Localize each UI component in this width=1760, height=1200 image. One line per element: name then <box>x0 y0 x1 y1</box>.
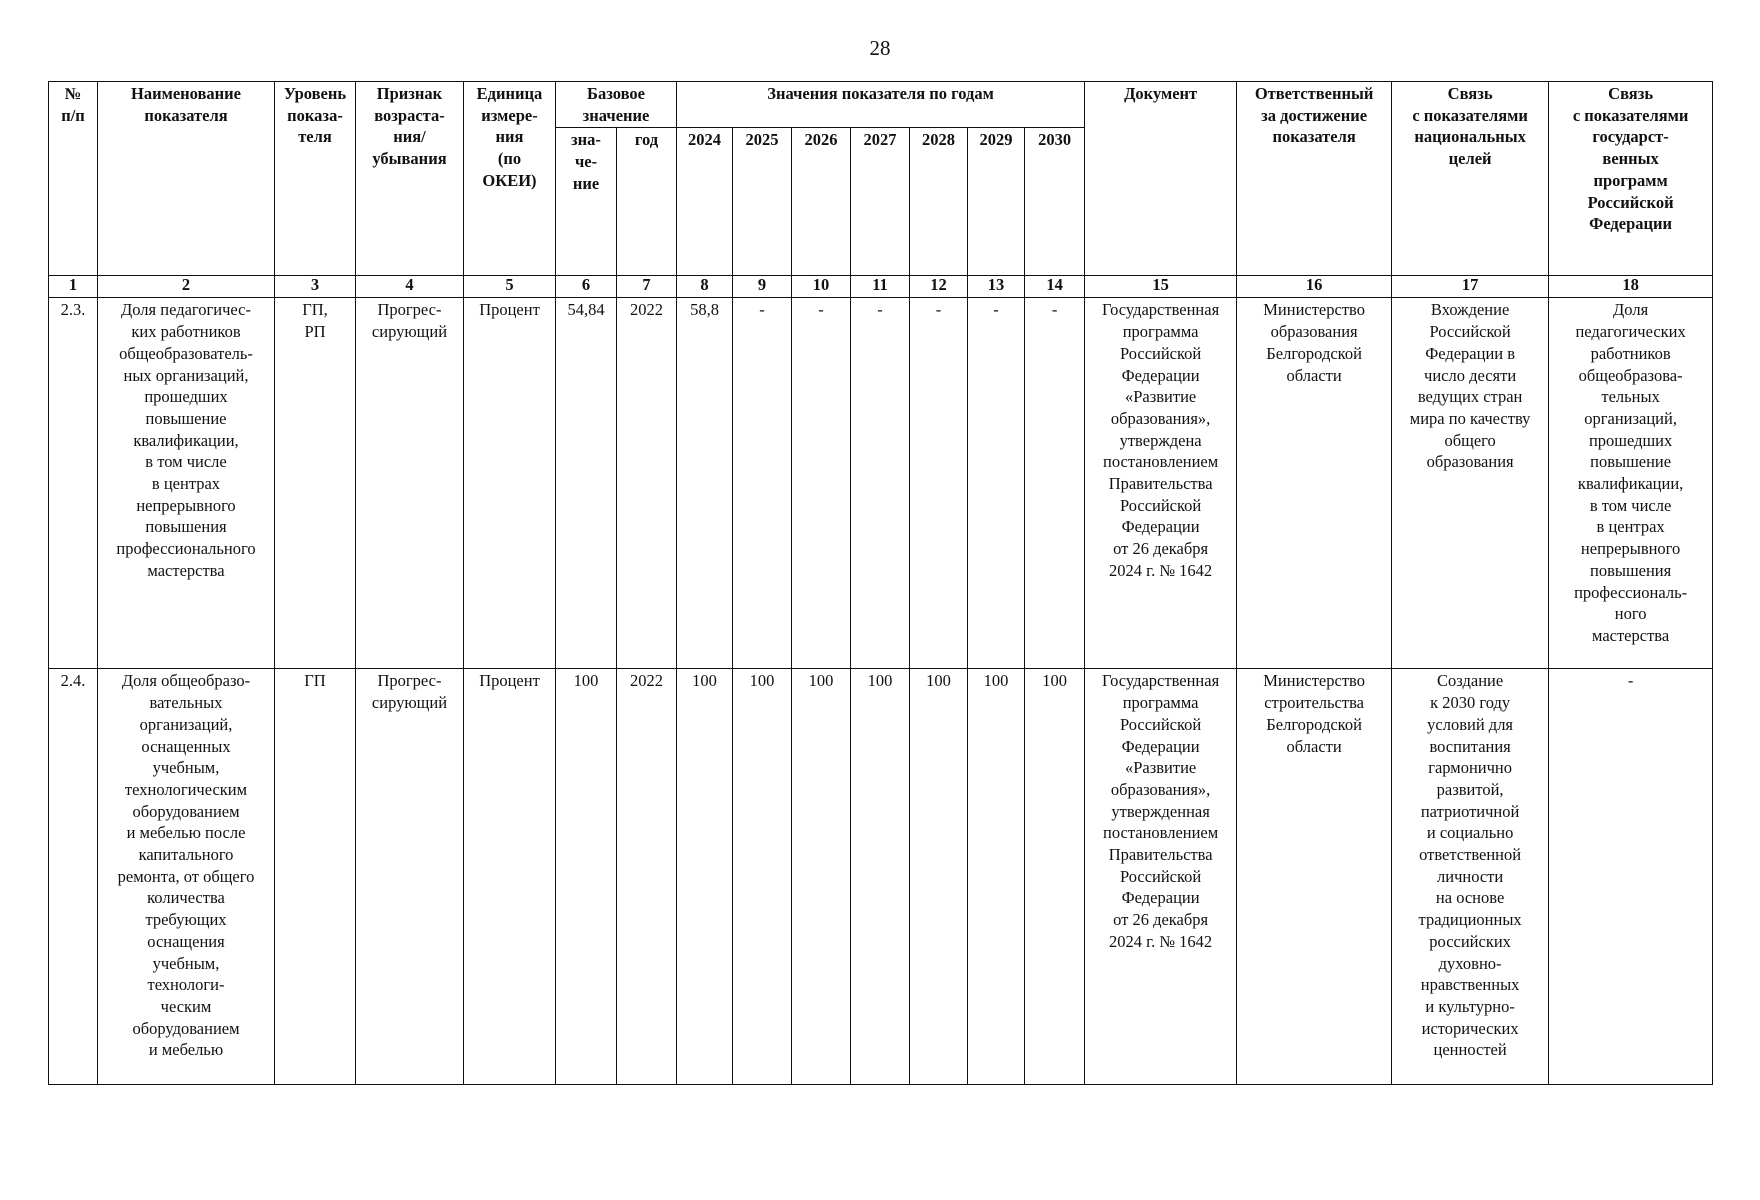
header-base-year: год <box>617 128 677 276</box>
header-document: Документ <box>1085 82 1237 276</box>
row-base-year: 2022 <box>617 298 677 669</box>
header-year: 2026 <box>792 128 851 276</box>
row-base-value: 100 <box>556 669 617 1085</box>
header-year: 2025 <box>733 128 792 276</box>
row-year-value: 100 <box>968 669 1025 1085</box>
column-number: 11 <box>851 276 910 298</box>
column-number: 6 <box>556 276 617 298</box>
row-trend: Прогрес- сирующий <box>356 669 464 1085</box>
column-number: 8 <box>677 276 733 298</box>
row-document: Государственная программа Российской Федерации «Развитие образования», утвержденная постановлением Правительства Российской Федерации от 26 декабря 2024 г. № 1642 <box>1085 669 1237 1085</box>
row-responsible: Министерство строительства Белгородской области <box>1237 669 1392 1085</box>
row-year-value: - <box>910 298 968 669</box>
row-year-value: 100 <box>910 669 968 1085</box>
column-number: 13 <box>968 276 1025 298</box>
row-year-value: 100 <box>733 669 792 1085</box>
row-base-value: 54,84 <box>556 298 617 669</box>
column-number: 5 <box>464 276 556 298</box>
header-link-national: Связь с показателями национальных целей <box>1392 82 1549 276</box>
row-year-value: - <box>733 298 792 669</box>
header-responsible: Ответственный за достижение показателя <box>1237 82 1392 276</box>
row-year-value: 100 <box>851 669 910 1085</box>
column-number: 1 <box>49 276 98 298</box>
table-row <box>49 298 1713 669</box>
column-number: 10 <box>792 276 851 298</box>
header-year: 2027 <box>851 128 910 276</box>
header-num: № п/п <box>49 82 98 276</box>
row-link-state: Доля педагогических работников общеобразова- тельных организаций, прошедших повышение квалификации, в том числе в центрах непрерывного повышения профессиональ- ного мастерства <box>1549 298 1713 669</box>
column-number: 17 <box>1392 276 1549 298</box>
column-number: 7 <box>617 276 677 298</box>
row-indicator-name: Доля педагогичес- ких работников общеобразователь- ных организаций, прошедших повышение квалификации, в том числе в центрах непрерывного повышения профессионального мастерства <box>98 298 275 669</box>
row-year-value: - <box>968 298 1025 669</box>
column-number: 4 <box>356 276 464 298</box>
header-unit: Единица измере- ния (по ОКЕИ) <box>464 82 556 276</box>
row-year-value: - <box>851 298 910 669</box>
row-unit: Процент <box>464 298 556 669</box>
header-base: Базовое значение <box>556 82 677 128</box>
column-number: 9 <box>733 276 792 298</box>
row-link-national: Вхождение Российской Федерации в число десяти ведущих стран мира по качеству общего образования <box>1392 298 1549 669</box>
row-year-value: 100 <box>677 669 733 1085</box>
row-document: Государственная программа Российской Федерации «Развитие образования», утверждена постановлением Правительства Российской Федерации от 26 декабря 2024 г. № 1642 <box>1085 298 1237 669</box>
column-numbers-row <box>49 276 1713 298</box>
row-base-year: 2022 <box>617 669 677 1085</box>
header-trend: Признак возраста- ния/ убывания <box>356 82 464 276</box>
header-row-top <box>49 82 1713 128</box>
column-number: 3 <box>275 276 356 298</box>
column-number: 12 <box>910 276 968 298</box>
header-level: Уровень показа- теля <box>275 82 356 276</box>
header-name: Наименование показателя <box>98 82 275 276</box>
header-base-value: зна- че- ние <box>556 128 617 276</box>
header-by-years: Значения показателя по годам <box>677 82 1085 128</box>
row-level: ГП, РП <box>275 298 356 669</box>
page-number: 28 <box>869 36 891 60</box>
column-number: 2 <box>98 276 275 298</box>
row-year-value: 58,8 <box>677 298 733 669</box>
header-year: 2030 <box>1025 128 1085 276</box>
row-indicator-name: Доля общеобразо- вательных организаций, оснащенных учебным, технологическим оборудованием и мебелью после капитального ремонта, от общего количества требующих оснащения учебным, технологи- ческим оборудованием и мебелью <box>98 669 275 1085</box>
row-responsible: Министерство образования Белгородской области <box>1237 298 1392 669</box>
row-trend: Прогрес- сирующий <box>356 298 464 669</box>
row-year-value: 100 <box>1025 669 1085 1085</box>
row-year-value: - <box>1025 298 1085 669</box>
column-number: 16 <box>1237 276 1392 298</box>
column-number: 18 <box>1549 276 1713 298</box>
header-year: 2029 <box>968 128 1025 276</box>
row-link-state: - <box>1549 669 1713 1085</box>
header-year: 2024 <box>677 128 733 276</box>
row-num: 2.4. <box>49 669 98 1085</box>
header-link-state: Связь с показателями государст- венных программ Российской Федерации <box>1549 82 1713 276</box>
row-level: ГП <box>275 669 356 1085</box>
table-row <box>49 669 1713 1085</box>
row-unit: Процент <box>464 669 556 1085</box>
row-year-value: 100 <box>792 669 851 1085</box>
header-year: 2028 <box>910 128 968 276</box>
row-num: 2.3. <box>49 298 98 669</box>
indicators-table <box>48 81 1713 1085</box>
row-link-national: Создание к 2030 году условий для воспитания гармонично развитой, патриотичной и социально ответственной личности на основе традиционных российских духовно- нравственных и культурно- исторических ценностей <box>1392 669 1549 1085</box>
row-year-value: - <box>792 298 851 669</box>
column-number: 15 <box>1085 276 1237 298</box>
column-number: 14 <box>1025 276 1085 298</box>
